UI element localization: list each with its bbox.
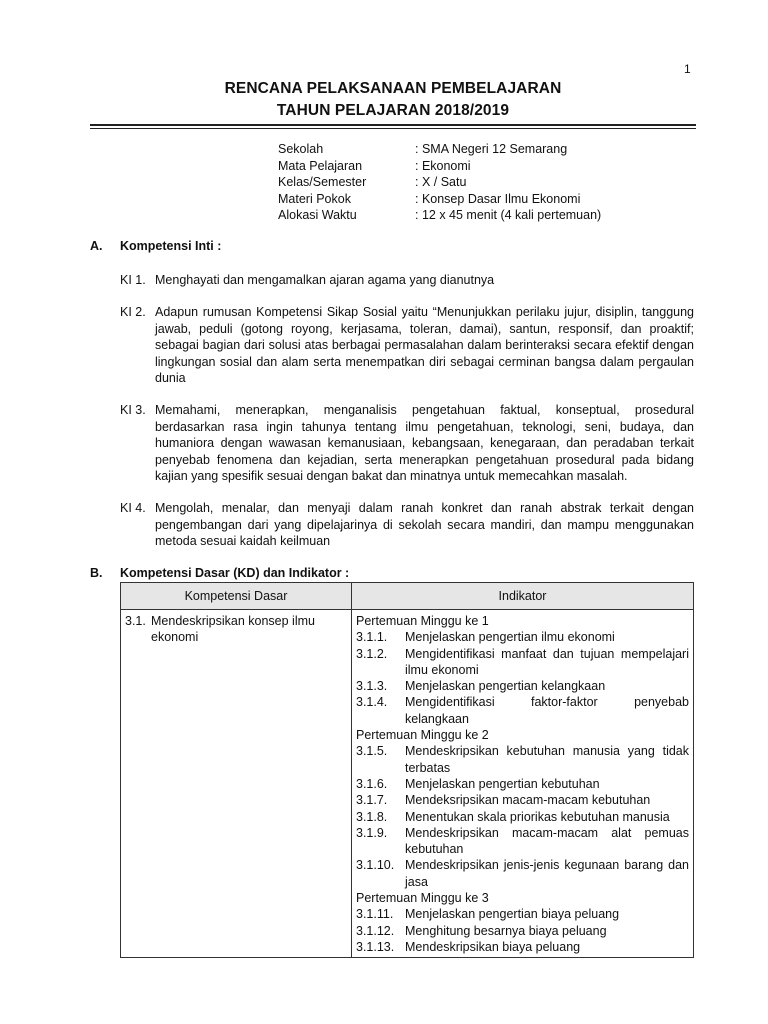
indicator-text: Menjelaskan pengertian kebutuhan bbox=[405, 776, 600, 791]
indicator-number: 3.1.9. bbox=[356, 825, 388, 840]
meta-row-kelas-semester bbox=[278, 174, 601, 191]
meta-row-materi-pokok bbox=[278, 191, 601, 208]
meta-label: Alokasi Waktu bbox=[278, 208, 357, 222]
indicator-item bbox=[356, 857, 689, 890]
indicator-item bbox=[356, 646, 689, 679]
indicator-number: 3.1.4. bbox=[356, 695, 388, 710]
ki-text: Menghayati dan mengamalkan ajaran agama yang dianutnya bbox=[155, 273, 495, 287]
kd-cell bbox=[121, 610, 352, 958]
indicator-text: Menjelaskan pengertian kelangkaan bbox=[405, 679, 606, 694]
title-divider-thin bbox=[90, 128, 696, 129]
ki-text: Adapun rumusan Kompetensi Sikap Sosial yaitu “Menunjukkan perilaku jujur, disiplin, tanggung jawab, peduli (gotong royong, kerjasama, toleran, damai), santun, responsif, dan proaktif; sebagai bagian dari solusi atas berbagai permasalahan dalam berinteraksi secara efektif dengan lingkungan sosial dan alam serta menempatkan diri sebagai cerminan bangsa dalam pergaulan dunia bbox=[155, 305, 694, 385]
indicator-item bbox=[356, 678, 689, 694]
indicator-number: 3.1.12. bbox=[356, 923, 395, 938]
indicator-text: Menghitung besarnya biaya peluang bbox=[405, 923, 607, 938]
indicator-number: 3.1.6. bbox=[356, 776, 388, 791]
kd-text: Mendeskripsikan konsep ilmu ekonomi bbox=[151, 614, 315, 645]
meta-value: : 12 x 45 menit (4 kali pertemuan) bbox=[415, 208, 602, 222]
indicator-text: Mendeskripsikan macam-macam alat pemuas kebutuhan bbox=[405, 825, 689, 857]
section-letter: B. bbox=[90, 566, 103, 580]
indicator-text: Mendeskripsikan jenis-jenis kegunaan barang dan jasa bbox=[405, 858, 689, 889]
week-title: Pertemuan Minggu ke 3 bbox=[356, 891, 489, 906]
indicator-text: Mengidentifikasi manfaat dan tujuan mempelajari ilmu ekonomi bbox=[405, 646, 689, 677]
document-title bbox=[90, 78, 696, 122]
meta-label: Mata Pelajaran bbox=[278, 158, 363, 173]
table-header-row bbox=[121, 583, 694, 610]
indicator-item bbox=[356, 792, 689, 808]
indicator-item bbox=[356, 906, 689, 922]
meta-value: : Ekonomi bbox=[415, 158, 471, 173]
page-number: 1 bbox=[684, 62, 691, 76]
ki-code: KI 2. bbox=[120, 305, 146, 319]
indicator-text: Mendeksripsikan macam-macam kebutuhan bbox=[405, 793, 651, 808]
ki-code: KI 4. bbox=[120, 501, 146, 515]
meta-value: : X / Satu bbox=[415, 175, 467, 189]
indicator-number: 3.1.8. bbox=[356, 809, 388, 824]
indicator-item bbox=[356, 694, 689, 727]
indicator-text: Menentukan skala priorikas kebutuhan manusia bbox=[405, 809, 670, 824]
indicator-number: 3.1.10. bbox=[356, 858, 395, 873]
indicator-item bbox=[356, 809, 689, 825]
column-header-kd: Kompetensi Dasar bbox=[121, 583, 352, 610]
section-letter: A. bbox=[90, 239, 103, 253]
ki-text: Memahami, menerapkan, menganalisis pengetahuan faktual, konseptual, prosedural berdasarkan rasa ingin tahunya tentang ilmu pengetahuan, teknologi, seni, budaya, dan humaniora dengan wawasan kemanusiaan, kebangsaan, kenegaraan, dan peradaban terkait penyebab fenomena dan kejadian, serta menerapkan pengetahuan prosedural pada bidang kajian yang spesifik sesuai dengan bakat dan minatnya untuk memecahkan masalah. bbox=[155, 403, 694, 483]
meta-label: Sekolah bbox=[278, 142, 324, 156]
meta-row-alokasi-waktu bbox=[278, 207, 601, 224]
section-title: Kompetensi Dasar (KD) dan Indikator : bbox=[120, 566, 350, 580]
ki-3 bbox=[120, 402, 694, 485]
week-title: Pertemuan Minggu ke 2 bbox=[356, 728, 489, 743]
identity-block bbox=[278, 141, 601, 224]
indicator-text: Mendeskripsikan kebutuhan manusia yang tidak terbatas bbox=[405, 744, 689, 775]
meta-label: Kelas/Semester bbox=[278, 175, 367, 189]
column-header-indikator: Indikator bbox=[352, 583, 694, 610]
ki-2 bbox=[120, 304, 694, 387]
indicator-text: Mengidentifikasi faktor-faktor penyebab kelangkaan bbox=[405, 695, 689, 726]
indicator-text: Menjelaskan pengertian ilmu ekonomi bbox=[405, 630, 615, 645]
indicator-number: 3.1.11. bbox=[356, 907, 394, 922]
kd-item bbox=[125, 613, 347, 646]
indicator-number: 3.1.13. bbox=[356, 939, 395, 954]
indicator-item bbox=[356, 939, 689, 955]
meta-label: Materi Pokok bbox=[278, 191, 351, 206]
week-title: Pertemuan Minggu ke 1 bbox=[356, 614, 489, 628]
title-line-1: RENCANA PELAKSANAAN PEMBELAJARAN bbox=[224, 80, 562, 97]
indikator-cell bbox=[352, 610, 694, 958]
indicator-item bbox=[356, 776, 689, 792]
indicator-number: 3.1.2. bbox=[356, 646, 388, 661]
section-title: Kompetensi Inti : bbox=[120, 239, 222, 253]
kd-indikator-table bbox=[120, 582, 694, 958]
indicator-item bbox=[356, 743, 689, 776]
indicator-item bbox=[356, 825, 689, 858]
indicator-text: Mendeskripsikan biaya peluang bbox=[405, 939, 581, 954]
meta-row-sekolah bbox=[278, 141, 601, 158]
kd-number: 3.1. bbox=[125, 614, 146, 628]
ki-text: Mengolah, menalar, dan menyaji dalam ranah konkret dan ranah abstrak terkait dengan pengembangan dari yang dipelajarinya di sekolah secara mandiri, dan mampu menggunakan metoda sesuai kaidah keilmuan bbox=[155, 501, 694, 548]
ki-code: KI 1. bbox=[120, 273, 146, 287]
ki-text-block bbox=[120, 304, 694, 387]
ki-code: KI 3. bbox=[120, 403, 146, 417]
ki-4 bbox=[120, 500, 694, 550]
title-line-2: TAHUN PELAJARAN 2018/2019 bbox=[276, 102, 510, 119]
indicator-item bbox=[356, 923, 689, 939]
meta-value: : Konsep Dasar Ilmu Ekonomi bbox=[415, 191, 581, 206]
indicator-text: Menjelaskan pengertian biaya peluang bbox=[405, 907, 620, 922]
indicator-number: 3.1.7. bbox=[356, 793, 388, 808]
meta-row-mata-pelajaran bbox=[278, 158, 601, 175]
title-divider bbox=[90, 124, 696, 126]
indicator-item bbox=[356, 629, 689, 645]
table-row bbox=[121, 610, 694, 958]
indicator-number: 3.1.1. bbox=[356, 630, 388, 645]
indicator-number: 3.1.5. bbox=[356, 744, 388, 759]
ki-1 bbox=[120, 272, 694, 289]
indicator-number: 3.1.3. bbox=[356, 679, 388, 694]
meta-value: : SMA Negeri 12 Semarang bbox=[415, 142, 568, 156]
